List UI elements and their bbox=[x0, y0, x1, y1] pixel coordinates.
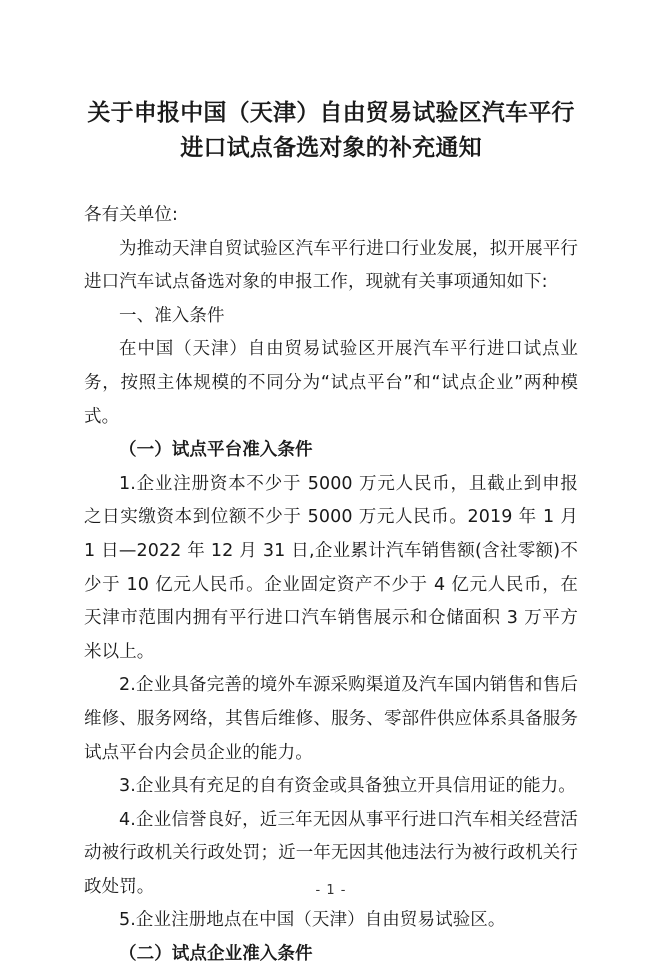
page-title: 关于申报中国（天津）自由贸易试验区汽车平行进口试点备选对象的补充通知 bbox=[87, 100, 575, 161]
section-heading: （二）试点企业准入条件 bbox=[119, 944, 313, 965]
section-heading: （一）试点平台准入条件 bbox=[119, 440, 313, 461]
paragraph: 4.企业信誉良好，近三年无因从事平行进口汽车相关经营活动被行政机关行政处罚；近一年无因其他违法行为被行政机关行政处罚。 bbox=[84, 809, 578, 897]
paragraph: 2.企业具备完善的境外车源采购渠道及汽车国内销售和售后维修、服务网络，其售后维修、服务、零部件供应体系具备服务试点平台内会员企业的能力。 bbox=[84, 675, 578, 763]
paragraph: 在中国（天津）自由贸易试验区开展汽车平行进口试点业务，按照主体规模的不同分为“试点平台”和“试点企业”两种模式。 bbox=[84, 339, 578, 427]
paragraph: 各有关单位: bbox=[84, 205, 178, 225]
paragraph: 1.企业注册资本不少于 5000 万元人民币，且截止到申报之日实缴资本到位额不少于 5000 万元人民币。2019 年 1 月 1 日—2022 年 12 月 31 日,企业累计汽车销售额(含社零额)不少于 10 亿元人民币。企业固定资产不少于 4 亿元人民币，在天津市范围内拥有平行进口汽车销售展示和仓储面积 3 万平方米以上。 bbox=[84, 473, 578, 662]
paragraph: 为推动天津自贸试验区汽车平行进口行业发展，拟开展平行进口汽车试点备选对象的申报工作，现就有关事项通知如下: bbox=[84, 238, 578, 293]
paragraph: 一、准入条件 bbox=[119, 305, 225, 326]
paragraph: 5.企业注册地点在中国（天津）自由贸易试验区。 bbox=[119, 910, 506, 931]
page-number: - 1 - bbox=[315, 883, 347, 898]
document-body bbox=[84, 199, 578, 972]
paragraph: 3.企业具有充足的自有资金或具备独立开具信用证的能力。 bbox=[119, 776, 576, 797]
